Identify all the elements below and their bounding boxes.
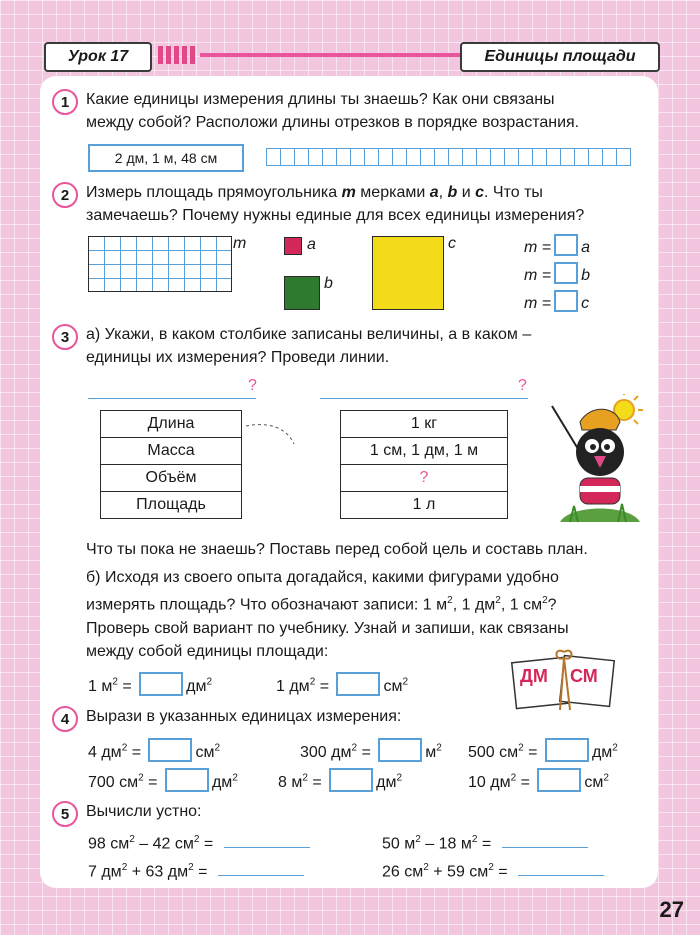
lengths-box — [88, 144, 244, 172]
label-b: b — [324, 275, 333, 292]
card-dm: ДМ — [520, 666, 548, 686]
answer-box-a[interactable] — [554, 234, 578, 256]
task-4-title: Вырази в указанных единицах измерения: — [86, 708, 402, 725]
conversion-answer-box[interactable] — [148, 738, 192, 762]
lesson-text: Урок 17 — [67, 48, 129, 65]
conversion-answer-box[interactable] — [537, 768, 581, 792]
task-3b-text — [86, 566, 559, 616]
answer-box-b[interactable] — [554, 262, 578, 284]
conversion-item: 500 $см^2 = дм^2$ — [468, 738, 618, 763]
task-5-number: 5 — [52, 801, 78, 827]
task-1-line-1: Какие единицы измерения длины ты знаешь? Как они связаны — [86, 91, 555, 108]
answer-box-dm2-cm2[interactable] — [336, 672, 380, 696]
lengths-text: 2 дм, 1 м, 48 см — [114, 150, 218, 166]
worksheet-page — [40, 76, 658, 888]
check-line-1: Проверь свой вариант по учебнику. Узнай и запиши, как связаны — [86, 620, 569, 637]
unit-cell[interactable]: ? — [341, 465, 508, 492]
answer-box-c[interactable] — [554, 290, 578, 312]
relation-m2-dm2: 1 $м^2 = дм^2$ — [88, 672, 212, 697]
right-question-mark: ? — [518, 377, 527, 394]
calc-expression: 98 $см^2 - 42$ $см^2$ = — [88, 830, 310, 854]
label-a: a — [307, 236, 316, 253]
quantity-cell[interactable]: Объём — [101, 465, 242, 492]
calc-expression: 7 $дм^2 + 63$ $дм^2$ = — [88, 858, 304, 882]
unit-cell[interactable]: 1 л — [341, 492, 508, 519]
answer-box-m2-dm2[interactable] — [139, 672, 183, 696]
task-3b-line-1: б) Исходя из своего опыта догадайся, какими фигурами удобно — [86, 569, 559, 586]
task-3a-line-2: единицы их измерения? Проведи линии. — [86, 349, 390, 366]
header-stripes — [158, 46, 195, 64]
right-answer-line[interactable] — [320, 398, 528, 399]
unit-cell[interactable]: 1 кг — [341, 411, 508, 438]
measure-b-square — [284, 276, 320, 310]
conversion-answer-box[interactable] — [329, 768, 373, 792]
conversion-item: 300 $дм^2 = м^2$ — [300, 738, 442, 763]
header-line — [200, 53, 462, 57]
task-2-number: 2 — [52, 182, 78, 208]
eq-m-c: m = c — [524, 290, 589, 314]
units-table — [340, 410, 508, 519]
conversion-item: 8 $м^2 = дм^2$ — [278, 768, 402, 793]
dashed-connector — [244, 420, 298, 448]
task-3a-text — [86, 323, 531, 369]
label-m: m — [233, 235, 247, 252]
calc-expression: 50 $м^2 - 18$ $м^2$ = — [382, 830, 588, 854]
conversion-item: 4 $дм^2 = см^2$ — [88, 738, 220, 763]
crow-mascot-illustration — [540, 394, 650, 529]
task-1-text — [86, 88, 579, 134]
quantity-cell[interactable]: Масса — [101, 438, 242, 465]
goal-text: Что ты пока не знаешь? Поставь перед собой цель и составь план. — [86, 541, 588, 558]
task-4-number: 4 — [52, 706, 78, 732]
measure-a-square — [284, 237, 302, 255]
check-text — [86, 617, 569, 663]
conversion-item: 700 $см^2 = дм^2$ — [88, 768, 238, 793]
answer-cells-1[interactable] — [266, 148, 631, 166]
left-question-mark: ? — [248, 377, 257, 394]
conversion-answer-box[interactable] — [165, 768, 209, 792]
eq-m-b: m = b — [524, 262, 590, 286]
task-2-line-2: замечаешь? Почему нужны единые для всех единицы измерения? — [86, 207, 585, 224]
label-c: c — [448, 235, 456, 252]
topic-label — [460, 42, 660, 72]
topic-text: Единицы площади — [484, 48, 636, 65]
card-cm: СМ — [570, 666, 598, 686]
task-3a-line-1: а) Укажи, в каком столбике записаны величины, а в каком – — [86, 326, 532, 343]
task-3b-line-2: измерять площадь? Что обозначают записи: 1 $м^2$, 1 $дм^2$, 1 $см^2$? — [86, 595, 557, 614]
quantity-cell[interactable]: Площадь — [101, 492, 242, 519]
left-answer-line[interactable] — [88, 398, 256, 399]
conversion-answer-box[interactable] — [545, 738, 589, 762]
rectangle-m — [88, 236, 232, 292]
eq-m-a: m = a — [524, 234, 590, 258]
calc-answer-line[interactable] — [218, 861, 304, 876]
calc-answer-line[interactable] — [518, 861, 604, 876]
task-3-number: 3 — [52, 324, 78, 350]
check-line-2: между собой единицы площади: — [86, 643, 329, 660]
task-1-number: 1 — [52, 89, 78, 115]
relation-dm2-cm2: 1 $дм^2 = см^2$ — [276, 672, 408, 697]
calc-expression: 26 $см^2 + 59$ $см^2$ = — [382, 858, 604, 882]
lesson-label — [44, 42, 152, 72]
conversion-answer-box[interactable] — [378, 738, 422, 762]
task-2-line-1: Измерь площадь прямоугольника m мерками a, b и c. Что ты — [86, 184, 543, 201]
unit-cell[interactable]: 1 см, 1 дм, 1 м — [341, 438, 508, 465]
quantities-table — [100, 410, 242, 519]
calc-answer-line[interactable] — [224, 833, 310, 848]
page-number: 27 — [659, 897, 684, 922]
calc-answer-line[interactable] — [502, 833, 588, 848]
task-5-title: Вычисли устно: — [86, 803, 202, 820]
task-2-text — [86, 181, 584, 227]
conversion-item: 10 $дм^2 = см^2$ — [468, 768, 609, 793]
measure-c-square — [372, 236, 444, 310]
task-1-line-2: между собой? Расположи длины отрезков в порядке возрастания. — [86, 114, 580, 131]
quantity-cell[interactable]: Длина — [101, 411, 242, 438]
